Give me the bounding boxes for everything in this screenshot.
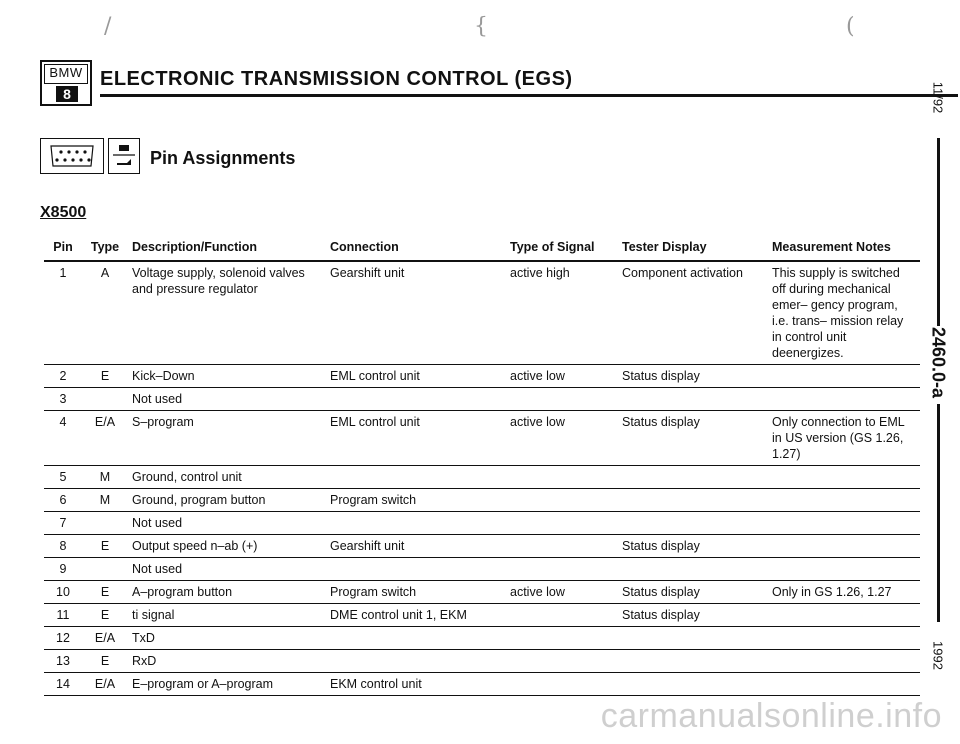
pin-cell: 5 (44, 466, 82, 489)
connector-pins-icon (40, 138, 104, 174)
tester-display-cell (618, 673, 768, 696)
column-header-type: Type (82, 236, 128, 261)
tester-display-cell: Status display (618, 411, 768, 466)
scan-mark: / (104, 14, 112, 39)
type-cell: A (82, 261, 128, 365)
table-row (44, 388, 920, 411)
signal-cell (506, 650, 618, 673)
table-row (44, 650, 920, 673)
connection-cell: Gearshift unit (326, 261, 506, 365)
column-header-signal: Type of Signal (506, 236, 618, 261)
tester-display-cell: Status display (618, 535, 768, 558)
header-rule (100, 94, 958, 97)
connection-cell: EKM control unit (326, 673, 506, 696)
tester-display-cell (618, 466, 768, 489)
pin-cell: 7 (44, 512, 82, 535)
description-cell: Ground, program button (128, 489, 326, 512)
measurement-notes-cell (768, 650, 920, 673)
signal-cell: active low (506, 581, 618, 604)
description-cell: Voltage supply, solenoid valves and pressure regulator (128, 261, 326, 365)
signal-cell (506, 604, 618, 627)
measurement-notes-cell: This supply is switched off during mechanical emer– gency program, i.e. trans– mission relay in control unit deenergizes. (768, 261, 920, 365)
side-rule (937, 404, 940, 622)
description-cell: Kick–Down (128, 365, 326, 388)
table-row (44, 489, 920, 512)
signal-cell (506, 535, 618, 558)
measurement-notes-cell (768, 365, 920, 388)
table-row (44, 411, 920, 466)
pin-cell: 14 (44, 673, 82, 696)
tester-display-cell: Status display (618, 365, 768, 388)
type-cell: E/A (82, 673, 128, 696)
measurement-notes-cell (768, 466, 920, 489)
signal-cell (506, 512, 618, 535)
description-cell: TxD (128, 627, 326, 650)
connection-cell (326, 466, 506, 489)
watermark-text: carmanualsonline.info (600, 697, 942, 735)
connection-cell (326, 627, 506, 650)
pin-cell: 3 (44, 388, 82, 411)
measurement-notes-cell (768, 558, 920, 581)
document-title: ELECTRONIC TRANSMISSION CONTROL (EGS) (100, 68, 573, 90)
bmw-series-logo (40, 60, 92, 106)
type-cell: E (82, 581, 128, 604)
type-cell: M (82, 489, 128, 512)
connection-cell (326, 512, 506, 535)
description-cell: Not used (128, 558, 326, 581)
pin-cell: 10 (44, 581, 82, 604)
description-cell: S–program (128, 411, 326, 466)
column-header-notes: Measurement Notes (768, 236, 920, 261)
type-cell: E/A (82, 627, 128, 650)
signal-cell (506, 558, 618, 581)
tester-display-cell (618, 558, 768, 581)
pin-cell: 6 (44, 489, 82, 512)
table-row (44, 604, 920, 627)
measurement-notes-cell: Only connection to EML in US version (GS 1.26, 1.27) (768, 411, 920, 466)
type-cell (82, 388, 128, 411)
table-row (44, 673, 920, 696)
pin-cell: 12 (44, 627, 82, 650)
description-cell: Not used (128, 388, 326, 411)
tester-display-cell: Status display (618, 604, 768, 627)
connection-cell: Program switch (326, 581, 506, 604)
measurement-notes-cell: Only in GS 1.26, 1.27 (768, 581, 920, 604)
side-rule (937, 138, 940, 326)
measurement-notes-cell (768, 627, 920, 650)
description-cell: RxD (128, 650, 326, 673)
tester-display-cell: Status display (618, 581, 768, 604)
scan-mark: { (474, 14, 488, 39)
side-date: 11/92 (930, 81, 946, 114)
table-row (44, 627, 920, 650)
connection-cell: Gearshift unit (326, 535, 506, 558)
table-row (44, 261, 920, 365)
measurement-notes-cell (768, 673, 920, 696)
connection-cell (326, 558, 506, 581)
pin-cell: 2 (44, 365, 82, 388)
column-header-pin: Pin (44, 236, 82, 261)
table-row (44, 512, 920, 535)
table-row (44, 581, 920, 604)
measurement-notes-cell (768, 604, 920, 627)
tester-display-cell (618, 512, 768, 535)
signal-cell (506, 388, 618, 411)
tester-display-cell (618, 650, 768, 673)
type-cell: E (82, 650, 128, 673)
pin-cell: 4 (44, 411, 82, 466)
type-cell (82, 558, 128, 581)
tester-display-cell (618, 489, 768, 512)
signal-cell: active high (506, 261, 618, 365)
connection-cell: DME control unit 1, EKM (326, 604, 506, 627)
connection-cell: EML control unit (326, 411, 506, 466)
signal-cell (506, 466, 618, 489)
side-section-code: 2460.0-a (928, 326, 949, 399)
column-header-tester: Tester Display (618, 236, 768, 261)
column-header-connection: Connection (326, 236, 506, 261)
connection-cell: Program switch (326, 489, 506, 512)
logo-brand-text: BMW (44, 64, 88, 84)
description-cell: Output speed n–ab (+) (128, 535, 326, 558)
connection-cell (326, 650, 506, 673)
measurement-notes-cell (768, 388, 920, 411)
signal-cell: active low (506, 411, 618, 466)
pin-cell: 9 (44, 558, 82, 581)
table-header-row (44, 236, 920, 261)
table-row (44, 365, 920, 388)
tester-icon (108, 138, 140, 174)
tester-display-cell: Component activation (618, 261, 768, 365)
section-title: Pin Assignments (150, 148, 296, 168)
table-row (44, 558, 920, 581)
pin-cell: 11 (44, 604, 82, 627)
pin-assignment-table (44, 236, 920, 696)
signal-cell (506, 673, 618, 696)
signal-cell (506, 489, 618, 512)
type-cell: M (82, 466, 128, 489)
measurement-notes-cell (768, 535, 920, 558)
tester-display-cell (618, 627, 768, 650)
pin-cell: 1 (44, 261, 82, 365)
description-cell: Not used (128, 512, 326, 535)
description-cell: E–program or A–program (128, 673, 326, 696)
measurement-notes-cell (768, 489, 920, 512)
type-cell: E/A (82, 411, 128, 466)
table-row (44, 535, 920, 558)
logo-series-number: 8 (56, 86, 78, 102)
signal-cell (506, 627, 618, 650)
pin-cell: 8 (44, 535, 82, 558)
table-row (44, 466, 920, 489)
scan-mark: ( (846, 14, 855, 39)
side-index (916, 70, 960, 680)
type-cell: E (82, 365, 128, 388)
type-cell (82, 512, 128, 535)
description-cell: ti signal (128, 604, 326, 627)
side-year: 1992 (930, 641, 946, 670)
description-cell: A–program button (128, 581, 326, 604)
type-cell: E (82, 604, 128, 627)
tester-display-cell (618, 388, 768, 411)
connector-id: X8500 (40, 204, 87, 221)
column-header-description: Description/Function (128, 236, 326, 261)
connection-cell (326, 388, 506, 411)
type-cell: E (82, 535, 128, 558)
pin-cell: 13 (44, 650, 82, 673)
measurement-notes-cell (768, 512, 920, 535)
signal-cell: active low (506, 365, 618, 388)
connection-cell: EML control unit (326, 365, 506, 388)
document-header (40, 60, 920, 110)
description-cell: Ground, control unit (128, 466, 326, 489)
